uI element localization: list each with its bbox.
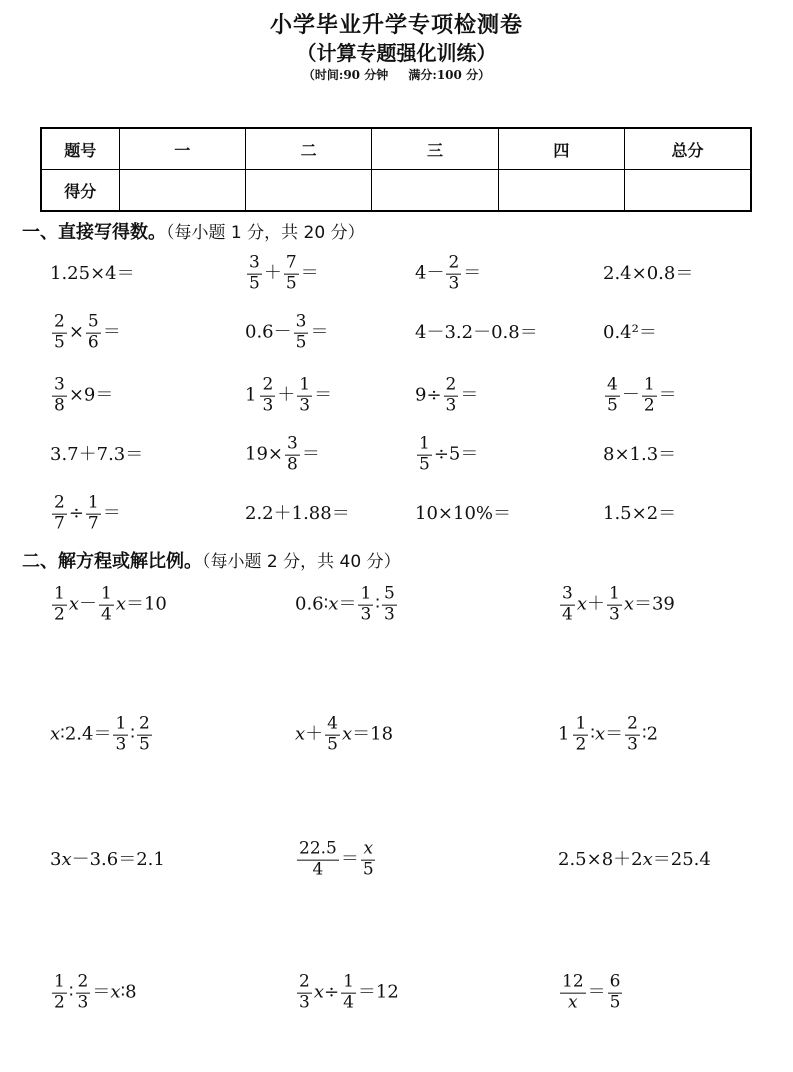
expr-text: ＝ [301,444,320,465]
problem-q1-2 [245,252,319,294]
fraction-denominator: 3 [448,273,460,294]
fraction [642,374,657,416]
header-cell-2: 二 [245,128,371,170]
expr-text: ∶8 [120,982,137,1003]
variable: x [110,982,121,1003]
expr-text: 2.5×8＋2 [558,849,643,870]
fraction-denominator: 3 [115,734,127,755]
fraction-numerator: 3 [287,433,298,454]
problem-q1-14 [245,433,320,475]
problem-q1-4 [603,265,693,283]
fraction [52,492,67,534]
fraction [113,713,128,755]
expr-text: ＝ [460,385,479,406]
section-2-note: （每小题 2 分，共 40 分） [202,552,401,572]
problem-q2-8 [295,838,378,880]
fraction-denominator: 2 [643,395,655,416]
fraction-numerator: 1 [360,583,372,604]
fraction-numerator: 4 [607,374,618,395]
score-cell-4[interactable] [498,170,624,212]
fraction-denominator: 4 [312,859,324,880]
problem-q2-7 [50,851,165,869]
fraction-numerator: 1 [115,713,127,734]
fraction-denominator: 5 [295,332,307,353]
problem-q1-10 [245,374,333,416]
fraction-numerator: 1 [343,971,354,992]
time-limit: （时间:90 分钟 [302,68,389,82]
fraction [417,433,432,475]
mixed-number-integer: 1 [558,724,570,745]
variable: x [328,594,339,615]
variable: x [61,849,72,870]
fraction-numerator: 4 [327,713,338,734]
fraction [573,713,588,755]
fraction-denominator: 7 [87,513,99,534]
expr-text: ＋ [586,594,605,615]
score-table-score-row [41,170,751,212]
expr-text: ＋ [305,724,324,745]
fraction-denominator: 3 [299,395,311,416]
fraction [358,583,373,625]
variable: x [594,724,606,745]
expr-text: ∶2.4＝ [60,724,112,745]
fraction [260,374,275,416]
variable: x [576,594,587,615]
variable: x [341,724,353,745]
fraction-denominator: 3 [445,395,457,416]
expr-text: 19× [245,444,283,465]
fraction-denominator: 5 [285,273,297,294]
fraction [294,311,309,353]
expr-text: ∶ [68,982,74,1003]
exam-info [0,66,793,83]
expr-text: ＝10 [125,594,167,615]
fraction-denominator: 3 [77,992,89,1013]
fraction [76,971,91,1013]
fraction-numerator: 1 [100,583,112,604]
expr-text: 0.6∶ [295,594,329,615]
fraction-numerator: 2 [262,374,274,395]
fraction-denominator: x [568,992,578,1013]
variable: x [313,982,324,1003]
mixed-number-integer: 1 [245,385,257,406]
expr-text: 8×1.3＝ [603,444,677,465]
fraction-numerator: 2 [627,713,638,734]
expr-text: ＝18 [352,724,394,745]
expr-text: × [68,322,84,343]
expr-text: ×9＝ [68,385,114,406]
fraction-denominator: 5 [362,859,374,880]
fraction-denominator: 5 [54,332,65,353]
problem-q1-9 [50,374,114,416]
fraction-denominator: 2 [54,992,65,1013]
header-cell-total: 总分 [625,128,751,170]
fraction-numerator: 6 [609,971,621,992]
fraction-denominator: 3 [299,992,310,1013]
expr-text: ＝ [92,982,111,1003]
problem-q1-17 [50,492,121,534]
section-1-title [22,218,365,244]
expr-text: ＝ [310,322,329,343]
fraction-denominator: 3 [360,604,372,625]
fraction-denominator: 4 [562,604,573,625]
page-subtitle: （计算专题强化训练） [296,41,497,65]
full-score: 满分:100 分） [408,68,491,82]
variable: x [295,724,306,745]
fraction-numerator: 1 [575,713,587,734]
score-cell-2[interactable] [245,170,371,212]
fraction-numerator: 1 [87,492,99,513]
variable: x [68,594,79,615]
problem-q2-12 [558,971,624,1013]
problem-q2-4 [50,713,154,755]
score-cell-1[interactable] [119,170,245,212]
problem-q2-11 [295,971,399,1013]
fraction [605,374,620,416]
expr-text: 1.25×4＝ [50,263,135,284]
problem-q1-19 [415,505,511,523]
expr-text: 1.5×2＝ [603,503,677,524]
fraction [137,713,152,755]
fraction-denominator: 5 [607,395,618,416]
fraction-denominator: 8 [287,454,298,475]
fraction [52,583,67,625]
expr-text: ＝12 [357,982,399,1003]
fraction-numerator: 22.5 [299,838,337,859]
fraction-denominator: 5 [327,734,338,755]
fraction-numerator: 1 [54,971,65,992]
fraction [560,971,586,1013]
expr-text: ÷ [323,982,340,1003]
score-row-label: 得分 [41,170,119,212]
problem-q2-5 [295,713,394,755]
fraction-numerator: 3 [562,583,573,604]
expr-text: 0.4²＝ [603,322,657,343]
problem-q2-2 [295,583,399,625]
fraction-numerator: 1 [54,583,65,604]
fraction-numerator: 1 [643,374,655,395]
score-table-header-row [41,128,751,170]
fraction [382,583,397,625]
fraction-numerator: 2 [138,713,150,734]
header-cell-4: 四 [498,128,624,170]
fraction-denominator: 5 [249,273,260,294]
expr-text: 0.6－ [245,322,292,343]
problem-q2-6 [558,713,659,755]
fraction [285,433,300,475]
expr-text: ＝ [314,385,333,406]
fraction-denominator: 2 [575,734,587,755]
fraction-numerator: 3 [54,374,65,395]
fraction-numerator: 1 [419,433,430,454]
fraction [52,971,67,1013]
fraction-denominator: 8 [54,395,65,416]
header-cell-question-no: 题号 [41,128,119,170]
fraction-denominator: 2 [54,604,65,625]
fraction [52,374,67,416]
fraction-numerator: x [363,838,374,859]
fraction [99,583,114,625]
fraction [52,311,67,353]
fraction-numerator: 7 [285,252,297,273]
problem-q1-16 [603,446,676,464]
fraction [560,583,575,625]
section-1-note: （每小题 1 分，共 20 分） [166,223,365,243]
fraction-denominator: 3 [627,734,638,755]
score-cell-3[interactable] [372,170,498,212]
fraction [284,252,299,294]
fraction [446,252,461,294]
expr-text: ＝ [102,322,121,343]
expr-text: ∶ [375,594,380,615]
fraction [86,311,101,353]
section-2-title [22,547,401,573]
problem-q2-10 [50,971,137,1013]
expr-text: 10×10%＝ [415,503,511,524]
score-table [40,127,752,212]
fraction [444,374,459,416]
section-1-heading: 一、直接写得数。 [22,222,166,243]
expr-text: ∶ [590,724,595,745]
expr-text: ＝25.4 [652,849,711,870]
problem-q1-12 [603,374,677,416]
fraction-denominator: 7 [54,513,65,534]
fraction-numerator: 2 [54,311,65,332]
fraction-denominator: 3 [383,604,395,625]
expr-text: 4－ [415,263,445,284]
header-cell-3: 三 [372,128,498,170]
fraction [297,374,312,416]
expr-text: ＋ [263,263,282,284]
problem-q2-3 [558,583,675,625]
fraction-denominator: 6 [87,332,99,353]
problem-q1-1 [50,265,135,283]
problem-q1-6 [245,311,329,353]
expr-text: ÷5＝ [433,444,479,465]
fraction-numerator: 1 [608,583,620,604]
expr-text: 3.7＋7.3＝ [50,444,144,465]
expr-text: － [621,385,640,406]
fraction-denominator: 4 [343,992,354,1013]
expr-text: 9÷ [415,385,442,406]
variable: x [642,849,653,870]
expr-text: ＋ [277,385,296,406]
fraction-denominator: 4 [100,604,112,625]
fraction [325,713,340,755]
problem-q2-1 [50,583,167,625]
fraction-denominator: 5 [609,992,621,1013]
expr-text: －3.6＝2.1 [71,849,165,870]
expr-text: ＝39 [633,594,675,615]
fraction [361,838,376,880]
fraction-numerator: 5 [87,311,99,332]
variable: x [50,724,61,745]
expr-text: ＝ [658,385,677,406]
expr-text: 2.4×0.8＝ [603,263,694,284]
fraction [297,838,339,880]
section-2-heading: 二、解方程或解比例。 [22,551,202,572]
problem-q1-13 [50,446,143,464]
expr-text: ＝ [463,263,482,284]
expr-text: － [78,594,97,615]
fraction-denominator: 5 [419,454,430,475]
fraction-numerator: 2 [448,252,460,273]
fraction-numerator: 12 [562,971,584,992]
expr-text: ÷ [68,503,84,524]
fraction-numerator: 3 [249,252,260,273]
fraction-denominator: 3 [262,395,274,416]
page-title: 小学毕业升学专项检测卷 [269,13,523,38]
expr-text: ＝ [338,594,357,615]
fraction-numerator: 2 [54,492,65,513]
header-cell-1: 一 [119,128,245,170]
fraction [247,252,262,294]
fraction [607,583,622,625]
fraction-numerator: 5 [383,583,395,604]
expr-text: ∶ [130,724,135,745]
expr-text: 2.2＋1.88＝ [245,503,350,524]
problem-q1-3 [415,252,482,294]
fraction-numerator: 3 [295,311,307,332]
score-cell-total[interactable] [625,170,751,212]
expr-text: 3 [50,849,62,870]
fraction [608,971,623,1013]
fraction-numerator: 2 [445,374,457,395]
fraction-numerator: 2 [77,971,89,992]
expr-text: ＝ [605,724,624,745]
fraction [341,971,356,1013]
expr-text: ∶2 [641,724,659,745]
fraction-numerator: 1 [299,374,311,395]
problem-q1-11 [415,374,479,416]
problem-q1-5 [50,311,121,353]
variable: x [623,594,634,615]
expr-text: 4－3.2－0.8＝ [415,322,538,343]
expr-text: ＝ [102,503,121,524]
problem-q2-9 [558,851,711,869]
fraction-denominator: 5 [138,734,150,755]
fraction-numerator: 2 [299,971,310,992]
fraction [297,971,312,1013]
fraction [625,713,640,755]
variable: x [115,594,126,615]
expr-text: ＝ [587,982,606,1003]
problem-q1-18 [245,505,350,523]
fraction-denominator: 3 [608,604,620,625]
problem-q1-15 [415,433,479,475]
expr-text: ＝ [300,263,319,284]
fraction [86,492,101,534]
problem-q1-8 [603,324,657,342]
problem-q1-20 [603,505,676,523]
expr-text: ＝ [340,849,359,870]
problem-q1-7 [415,324,538,342]
